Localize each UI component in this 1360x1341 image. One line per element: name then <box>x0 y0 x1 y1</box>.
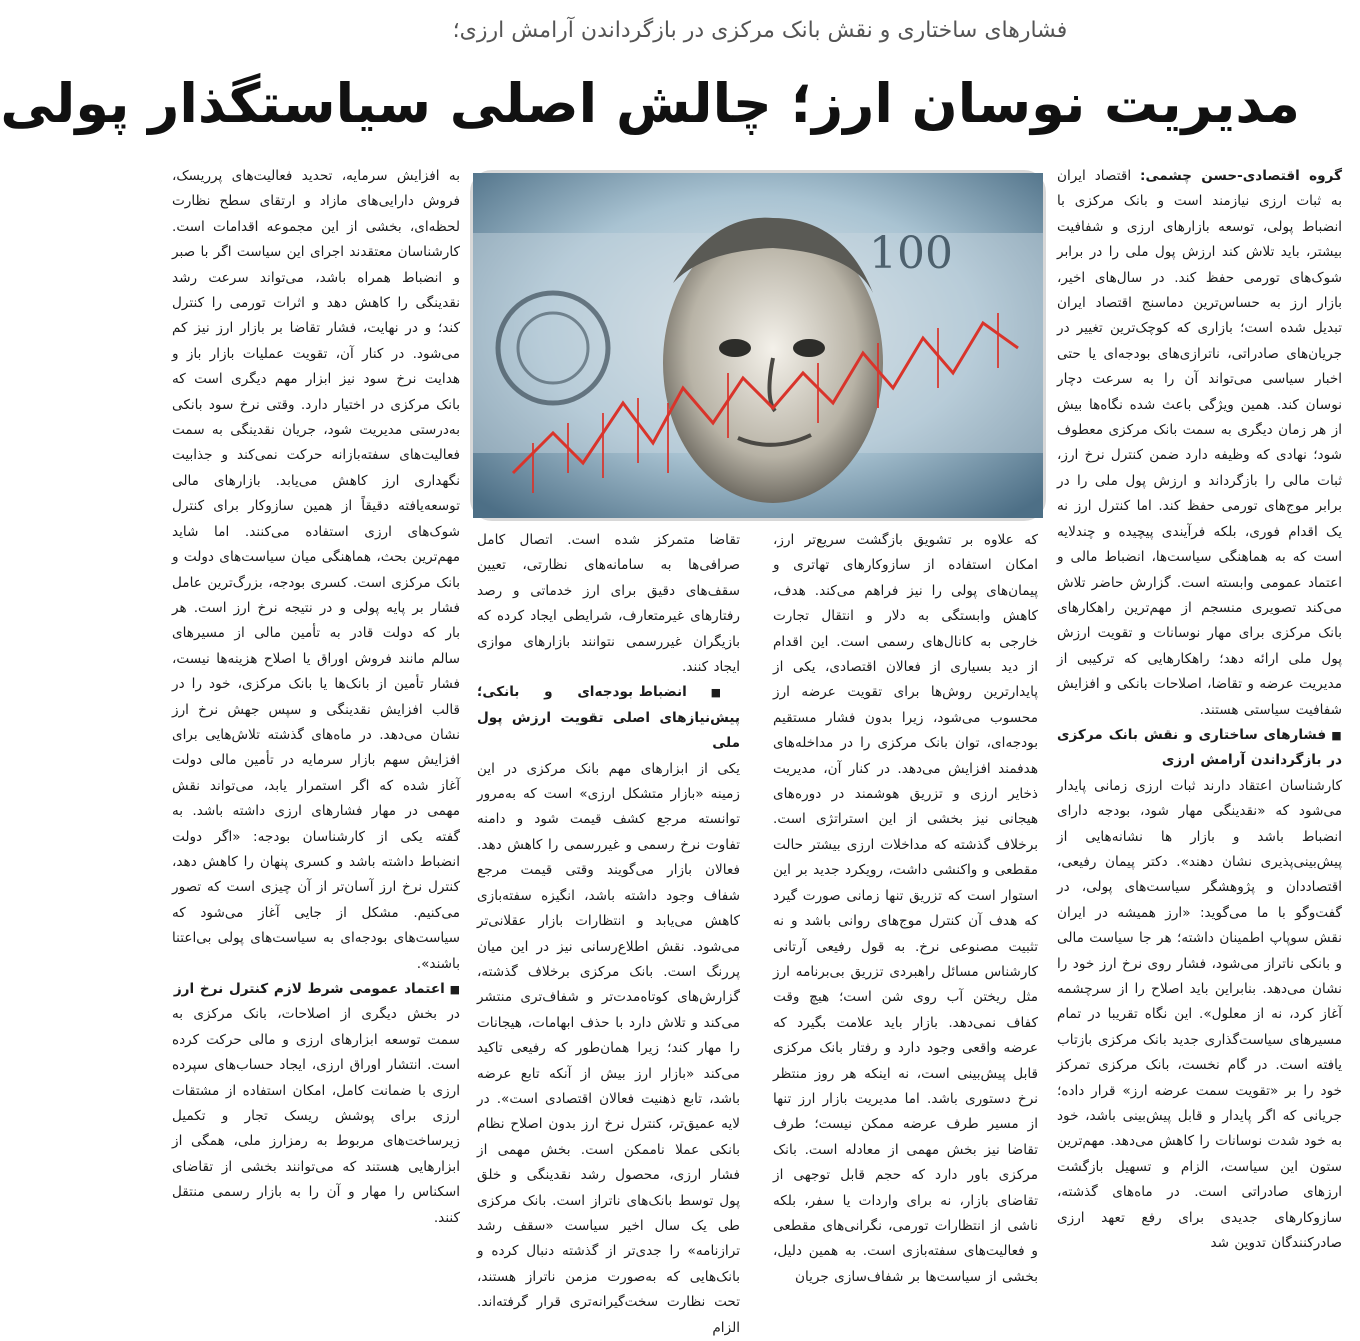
article-column-2 <box>773 528 1038 1285</box>
paragraph: تقاضا متمرکز شده است. اتصال کامل صرافی‌ها به سامانه‌های نظارتی، تعیین سقف‌های دقیق برای ارز خدماتی و رصد رفتارهای غیرمتعارف، شرایطی ایجاد کرده که بازیگران غیررسمی نتوانند بازارهای موازی ایجاد کنند. <box>477 532 740 676</box>
article-column-3 <box>477 528 740 1336</box>
subheading: ■ انضباط بودجه‌ای و بانکی؛ پیش‌نیازهای اصلی تقویت ارزش پول ملی <box>477 680 740 756</box>
subheading: ■ فشارهای ساختاری و نقش بانک مرکزی در بازگرداندن آرامش ارزی <box>1057 723 1342 774</box>
byline: گروه اقتصادی-حسن چشمی: <box>1140 168 1342 184</box>
paragraph: یکی از ابزارهای مهم بانک مرکزی در این زمینه «بازار متشکل ارزی» است که به‌مرور توانسته مرجع کشف قیمت شود و دامنه تفاوت نرخ رسمی و غیررسمی را کاهش دهد. فعالان بازار می‌گویند وقتی قیمت مرجع شفاف وجود داشته باشد، انگیزه سفته‌بازی کاهش می‌یابد و انتظارات بازار عقلانی‌تر می‌شود. نقش اطلاع‌رسانی نیز در این میان پررنگ است. بانک مرکزی برخلاف گذشته، گزارش‌های کوتاه‌مدت‌تر و شفاف‌تری منتشر می‌کند و تلاش دارد با حذف ابهامات، هیجانات را مهار کند؛ زیرا همان‌طور که رفیعی تاکید می‌کند «بازار ارز بیش از آنکه تابع عرضه باشد، تابع ذهنیت فعالان اقتصادی است». در لایه عمیق‌تر، کنترل نرخ ارز بدون اصلاح نظام بانکی عملا ناممکن است. بخش مهمی از فشار ارزی، محصول رشد نقدینگی و خلق پول توسط بانک‌های ناتراز است. بانک مرکزی طی یک سال اخیر سیاست «سقف رشد ترازنامه» را جدی‌تر از گذشته دنبال کرده و بانک‌هایی که به‌صورت مزمن ناتراز هستند، تحت نظارت سخت‌گیرانه‌تری قرار گرفته‌اند. الزام <box>477 760 740 1336</box>
headline: مدیریت نوسان ارز؛ چالش اصلی سیاستگذار پولی <box>0 72 1300 135</box>
subheading: ■ اعتماد عمومی شرط لازم کنترل نرخ ارز <box>172 977 460 1002</box>
article-photo <box>470 170 1046 521</box>
svg-text:100: 100 <box>869 228 953 279</box>
kicker: فشارهای ساختاری و نقش بانک مرکزی در بازگرداندن آرامش ارزی؛ <box>452 18 1068 43</box>
article-column-4 <box>172 164 460 1249</box>
paragraph: در بخش دیگری از اصلاحات، بانک مرکزی به سمت توسعه ابزارهای ارزی و مالی حرکت کرده است. انتشار اوراق ارزی، ایجاد حساب‌های سپرده ارزی با ضمانت کامل، امکان استفاده از مشتقات ارزی برای پوشش ریسک تجار و تکمیل زیرساخت‌های مربوط به رمزارز ملی، همگی از ابزارهایی هستند که می‌توانند بخشی از تقاضای اسکناس را مهار و آن را به بازار رسمی منتقل کنند. <box>172 1006 460 1226</box>
article-column-1 <box>1057 164 1342 1252</box>
paragraph: کارشناسان اعتقاد دارند ثبات ارزی زمانی پایدار می‌شود که «نقدینگی مهار شود، بودجه دارای انضباط باشد و بازار ها نشانه‌هایی از پیش‌بینی‌پذیری نشان دهند». دکتر پیمان رفیعی، اقتصاددان و پژوهشگر سیاست‌های پولی، در گفت‌وگو با ما می‌گوید: «ارز همیشه در ایران نقش سوپاپ اطمینان داشته؛ هر جا سیاست مالی و بانکی ناتراز می‌شود، فشار روی نرخ ارز خود را نشان می‌دهد. بنابراین باید اصلاح را از سرچشمه آغاز کرد، نه از معلول». این نگاه تقریبا در تمام مسیرهای سیاست‌گذاری جدید بانک مرکزی بازتاب یافته است. در گام نخست، بانک مرکزی تمرکز خود را بر «تقویت سمت عرضه ارز» قرار داده؛ جریانی که اگر پایدار و قابل پیش‌بینی باشد، خود به خود شدت نوسانات را کاهش می‌دهد. مهم‌ترین ستون این سیاست، الزام و تسهیل بازگشت ارزهای صادراتی است. در ماه‌های گذشته، سازوکارهای جدیدی برای رفع تعهد ارزی صادرکنندگان تدوین شد <box>1057 777 1342 1252</box>
paragraph: اقتصاد ایران به ثبات ارزی نیازمند است و بانک مرکزی با انضباط پولی، توسعه بازارهای ارزی و شفافیت بیشتر، باید تلاش کند ارزش پول ملی را در برابر شوک‌های تورمی حفظ کند. در سال‌های اخیر، بازار ارز به حساس‌ترین دماسنج اقتصاد ایران تبدیل شده است؛ بازاری که کوچک‌ترین تغییر در جریان‌های صادراتی، ناترازی‌های بودجه‌ای یا حتی اخبار سیاسی می‌تواند آن را به سرعت دچار نوسان کند. همین ویژگی باعث شده نگاه‌ها بیش از هر زمان دیگری به سمت بانک مرکزی معطوف شود؛ نهادی که وظیفه دارد ضمن کنترل نرخ ارز، ثبات مالی را بازگرداند و ارزش پول ملی را در برابر موج‌های تورمی حفظ کند. اما کنترل ارز نه یک اقدام فوری، بلکه فرآیندی پیچیده و چندلایه است که به هماهنگی سیاست‌ها، انضباط مالی و اعتماد عمومی وابسته است. گزارش حاضر تلاش می‌کند تصویری منسجم از مهم‌ترین راهکارهای بانک مرکزی برای مهار نوسانات و تقویت ارزش پول ملی ارائه دهد؛ راهکارهایی که ترکیبی از مدیریت عرضه و تقاضا، اصلاحات بانکی و افزایش شفافیت سیاستی هستند. <box>1057 168 1342 718</box>
dollar-bill-image <box>473 173 1043 518</box>
paragraph: به افزایش سرمایه، تحدید فعالیت‌های پرریسک، فروش دارایی‌های مازاد و ارتقای سطح نظارت لحظه‌ای، بخشی از این مجموعه اقدامات است. کارشناسان معتقدند اجرای این سیاست اگر با صبر و انضباط همراه باشد، می‌تواند سرعت رشد نقدینگی را کاهش دهد و اثرات تورمی را کنترل کند؛ و در نهایت، فشار تقاضا بر بازار ارز نیز کم می‌شود. در کنار آن، تقویت عملیات بازار باز و هدایت نرخ سود نیز ابزار مهم دیگری است که بانک مرکزی در اختیار دارد. وقتی نرخ سود بانکی به‌درستی مدیریت شود، جریان نقدینگی به سمت فعالیت‌های سفته‌بازانه حرکت نمی‌کند و جذابیت نگهداری ارز کاهش می‌یابد. بازارهای مالی توسعه‌یافته دقیقاً از همین سازوکار برای کنترل شوک‌های ارزی استفاده می‌کنند. اما شاید مهم‌ترین بحث، هماهنگی میان سیاست‌های دولت و بانک مرکزی است. کسری بودجه، بزرگ‌ترین عامل فشار بر پایه پولی و در نتیجه نرخ ارز است. هر بار که دولت قادر به تأمین مالی از مسیرهای سالم مانند فروش اوراق یا اصلاح هزینه‌ها نیست، فشار تأمین از بانک‌ها یا بانک مرکزی، خود را در قالب افزایش نقدینگی و سپس جهش نرخ ارز نشان می‌دهد. در ماه‌های گذشته تلاش‌هایی برای افزایش سهم بازار سرمایه در تأمین مالی دولت آغاز شده که اگر استمرار یابد، می‌تواند نقش مهمی در مهار فشارهای ارزی داشته باشد. به گفته یکی از کارشناسان بودجه: «اگر دولت انضباط داشته باشد و کسری پنهان را کاهش دهد، کنترل نرخ ارز آسان‌تر از آن چیزی است که تصور می‌کنیم. مشکل از جایی آغاز می‌شود که سیاست‌های بودجه‌ای به سیاست‌های پولی بی‌اعتنا باشند». <box>171 168 460 972</box>
paragraph: که علاوه بر تشویق بازگشت سریع‌تر ارز، امکان استفاده از سازوکارهای تهاتری و پیمان‌های پولی را نیز فراهم می‌کند. هدف، کاهش وابستگی به دلار و انتقال تجارت خارجی به کانال‌های رسمی است. این اقدام از دید بسیاری از فعالان اقتصادی، یکی از پایدارترین روش‌ها برای تقویت عرضه ارز محسوب می‌شود، زیرا بدون فشار مستقیم بودجه‌ای، توان بانک مرکزی را در مداخله‌های هدفمند افزایش می‌دهد. در کنار آن، مدیریت ذخایر ارزی و تزریق هوشمند در دوره‌های هیجانی نیز بخشی از این استراتژی است. برخلاف گذشته که مداخلات ارزی بیشتر حالت مقطعی و واکنشی داشت، رویکرد جدید بر این استوار است که تزریق تنها زمانی صورت گیرد که هدف آن کنترل موج‌های روانی باشد و نه تثبیت مصنوعی نرخ. به قول رفیعی آرتانی کارشناس مسائل راهبردی تزریق بی‌برنامه ارز مثل ریختن آب روی شن است؛ هیچ وقت کفاف نمی‌دهد. بازار باید علامت بگیرد که عرضه واقعی وجود دارد و رفتار بانک مرکزی قابل پیش‌بینی است، نه اینکه هر روز منتظر نرخ دستوری باشد. اما مدیریت بازار ارز تنها از مسیر طرف عرضه ممکن نیست؛ طرف تقاضا نیز بخش مهمی از معادله است. بانک مرکزی باور دارد که حجم قابل توجهی از تقاضای بازار، نه برای واردات یا سفر، بلکه ناشی از انتظارات تورمی، نگرانی‌های مقطعی و فعالیت‌های سفته‌بازی است. به همین دلیل، بخشی از سیاست‌ها بر شفاف‌سازی جریان <box>773 532 1038 1285</box>
